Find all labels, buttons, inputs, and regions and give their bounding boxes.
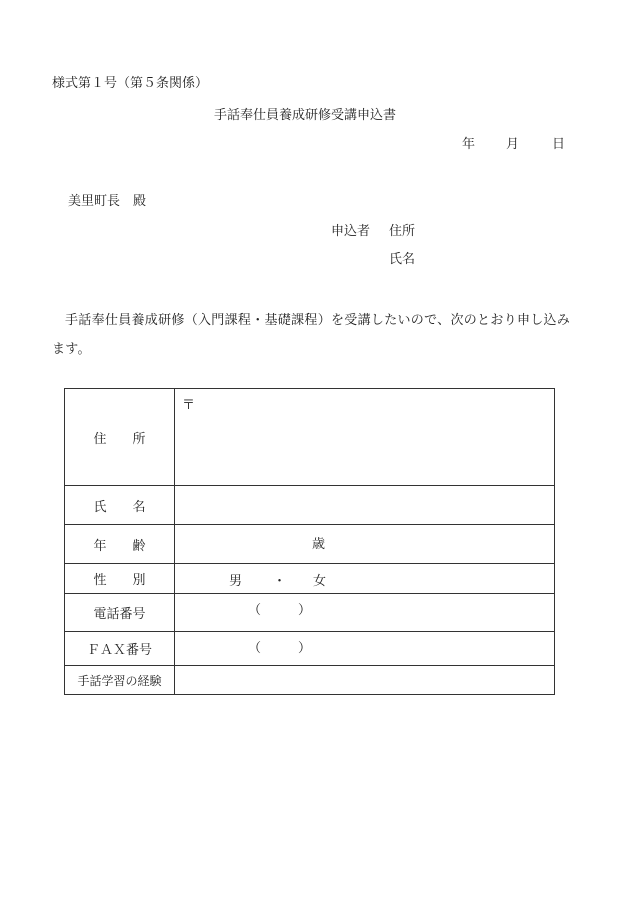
date-year-label: 年 <box>462 137 476 152</box>
applicant-name-label: 氏名 <box>389 252 416 267</box>
table-row-address <box>65 389 555 486</box>
fax-label: ＦＡＸ番号 <box>86 643 152 658</box>
sex-option-female[interactable]: 女 <box>313 574 327 589</box>
application-table <box>64 388 555 695</box>
table-row-fax <box>65 632 555 666</box>
address-label: 住 所 <box>93 431 146 447</box>
form-number: 様式第１号（第５条関係） <box>52 76 209 91</box>
tel-field[interactable] <box>175 594 555 632</box>
applicant-address-label: 住所 <box>389 224 416 239</box>
table-row-name <box>65 486 555 525</box>
postal-mark: 〒 <box>182 398 196 413</box>
experience-label: 手話学習の経験 <box>77 673 162 688</box>
name-label: 氏 名 <box>93 499 146 515</box>
tel-label-cell <box>65 594 175 632</box>
experience-field[interactable] <box>175 666 555 695</box>
sex-label: 性 別 <box>93 573 146 588</box>
date-month-label: 月 <box>506 137 520 152</box>
table-row-experience <box>65 666 555 695</box>
age-unit: 歳 <box>312 537 326 552</box>
body-text: 手話奉仕員養成研修（入門課程・基礎課程）を受講したいので、次のとおり申し込みます。 <box>52 313 571 357</box>
address-label-cell <box>65 389 175 486</box>
address-field[interactable] <box>175 389 555 486</box>
addressee: 美里町長 殿 <box>68 194 147 209</box>
fax-field[interactable] <box>175 632 555 666</box>
name-field[interactable] <box>175 486 555 525</box>
fax-paren-open: （ <box>248 641 262 656</box>
date-day-label: 日 <box>552 137 566 152</box>
age-label-cell <box>65 525 175 564</box>
tel-paren-close: ） <box>298 603 312 618</box>
fax-label-cell <box>65 632 175 666</box>
fax-paren-close: ） <box>298 641 312 656</box>
age-field[interactable] <box>175 525 555 564</box>
table-row-sex <box>65 564 555 594</box>
sex-separator: ・ <box>273 574 287 589</box>
name-label-cell <box>65 486 175 525</box>
tel-paren-open: （ <box>248 603 262 618</box>
tel-label: 電話番号 <box>93 607 146 622</box>
sex-option-male[interactable]: 男 <box>229 574 243 589</box>
table-row-age <box>65 525 555 564</box>
sex-field <box>175 564 555 594</box>
experience-label-cell <box>65 666 175 695</box>
table-row-tel <box>65 594 555 632</box>
document-title: 手話奉仕員養成研修受講申込書 <box>214 108 397 123</box>
applicant-label: 申込者 <box>331 224 371 239</box>
age-label: 年 齢 <box>93 538 146 554</box>
sex-label-cell <box>65 564 175 594</box>
